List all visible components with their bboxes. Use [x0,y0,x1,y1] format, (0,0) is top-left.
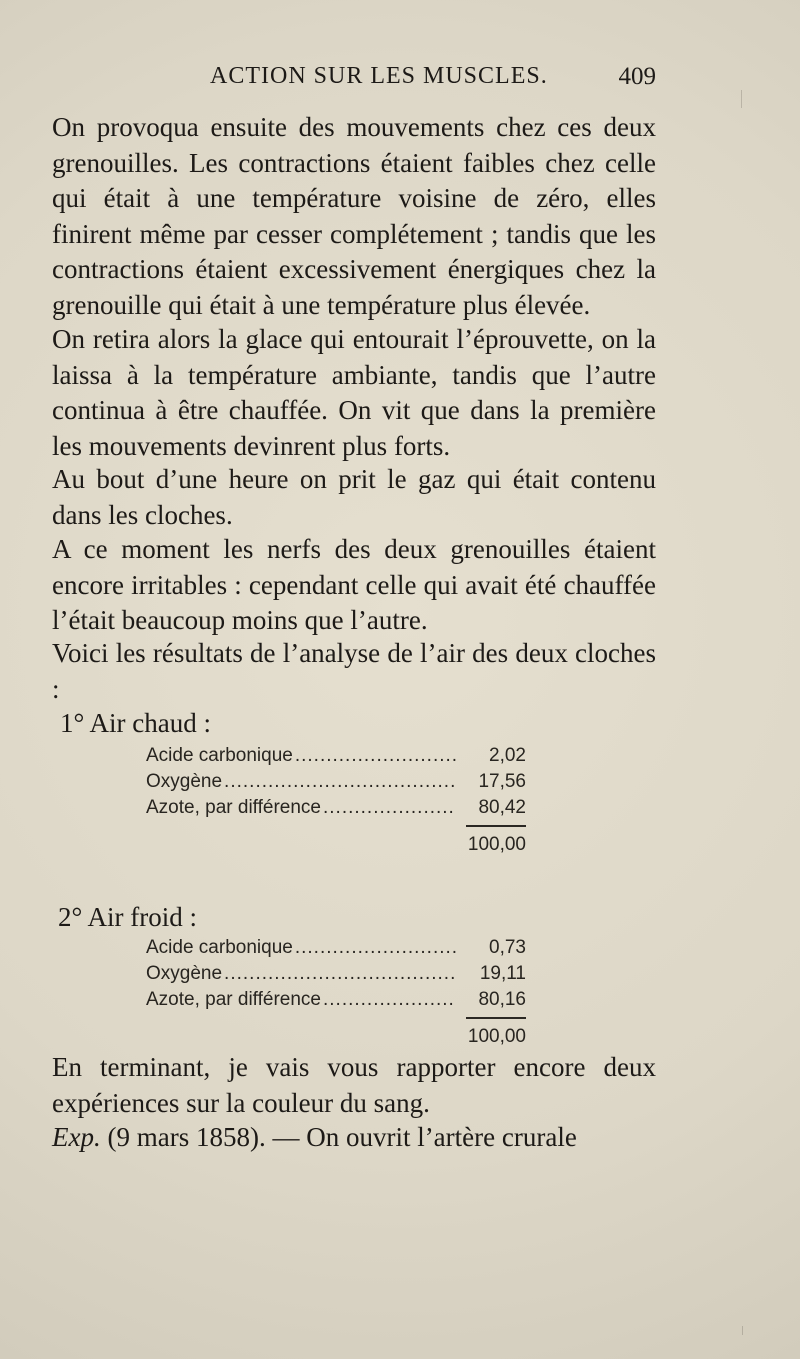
row-label: Acide carbonique [146,745,293,766]
row-value: 17,56 [478,771,526,792]
row-label: Oxygène [146,771,223,792]
paragraph-gas-collected: Au bout d’une heure on prit le gaz qui était contenu dans les cloches. [52,464,656,530]
total-value: 100,00 [467,834,526,855]
paragraph-frogs-movements: On provoqua ensuite des mouvements chez ces deux grenouilles. Les contractions étaient faibles chez celle qui était à une température voisine de zéro, elles finirent même par cesser complétement ; tandis que les contractions étaient excessivement énergiques chez la grenouille qui était à une température plus élevée. [52,112,656,320]
dot-leader [295,935,456,961]
experiment-line [52,1120,656,1155]
table-row [146,961,526,987]
scan-mark-right [741,90,742,108]
section-heading-warm-air: 1° Air chaud : [60,708,212,738]
section-heading-cold-air: 2° Air froid : [58,902,198,932]
table-row [146,769,526,795]
dot-leader [224,961,456,987]
table-total [146,831,526,859]
scan-mark-lower [742,1326,743,1335]
row-value: 80,42 [478,797,526,818]
experiment-label: Exp. [52,1122,101,1152]
dot-leader [224,769,456,795]
analysis-table-warm-air [146,743,526,859]
running-header [52,63,656,99]
row-label: Oxygène [146,963,223,984]
dot-leader [295,743,456,769]
table-row [146,743,526,769]
row-label: Acide carbonique [146,937,293,958]
total-value: 100,00 [467,1026,526,1047]
paragraph-analysis-intro: Voici les résultats de l’analyse de l’air des deux cloches : [52,638,656,704]
table-row [146,987,526,1013]
paragraph-nerves-irritable: A ce moment les nerfs des deux grenouilles étaient encore irritables : cependant celle qui avait été chauffée l’était beaucoup moins que l’autre. [52,534,656,636]
table-row [146,795,526,821]
sum-rule [466,825,526,827]
table-total [146,1023,526,1051]
row-value: 19,11 [479,963,526,984]
sum-rule [466,1017,526,1019]
row-label: Azote, par différence [146,797,321,818]
row-value: 2,02 [489,745,526,766]
dot-leader [323,795,456,821]
paragraph-closing: En terminant, je vais vous rapporter encore deux expériences sur la couleur du sang. [52,1052,656,1118]
running-title: ACTION SUR LES MUSCLES. [210,63,548,89]
analysis-table-cold-air [146,935,526,1051]
table-row [146,935,526,961]
dot-leader [323,987,456,1013]
page-number: 409 [618,63,656,90]
row-value: 80,16 [478,989,526,1010]
paragraph-ice-removed: On retira alors la glace qui entourait l’éprouvette, on la laissa à la température ambiante, tandis que l’autre continua à être chauffée. On vit que dans la première les mouvements devinrent plus forts. [52,324,656,461]
row-label: Azote, par différence [146,989,321,1010]
experiment-text: (9 mars 1858). — On ouvrit l’artère crurale [100,1122,577,1152]
row-value: 0,73 [489,937,526,958]
